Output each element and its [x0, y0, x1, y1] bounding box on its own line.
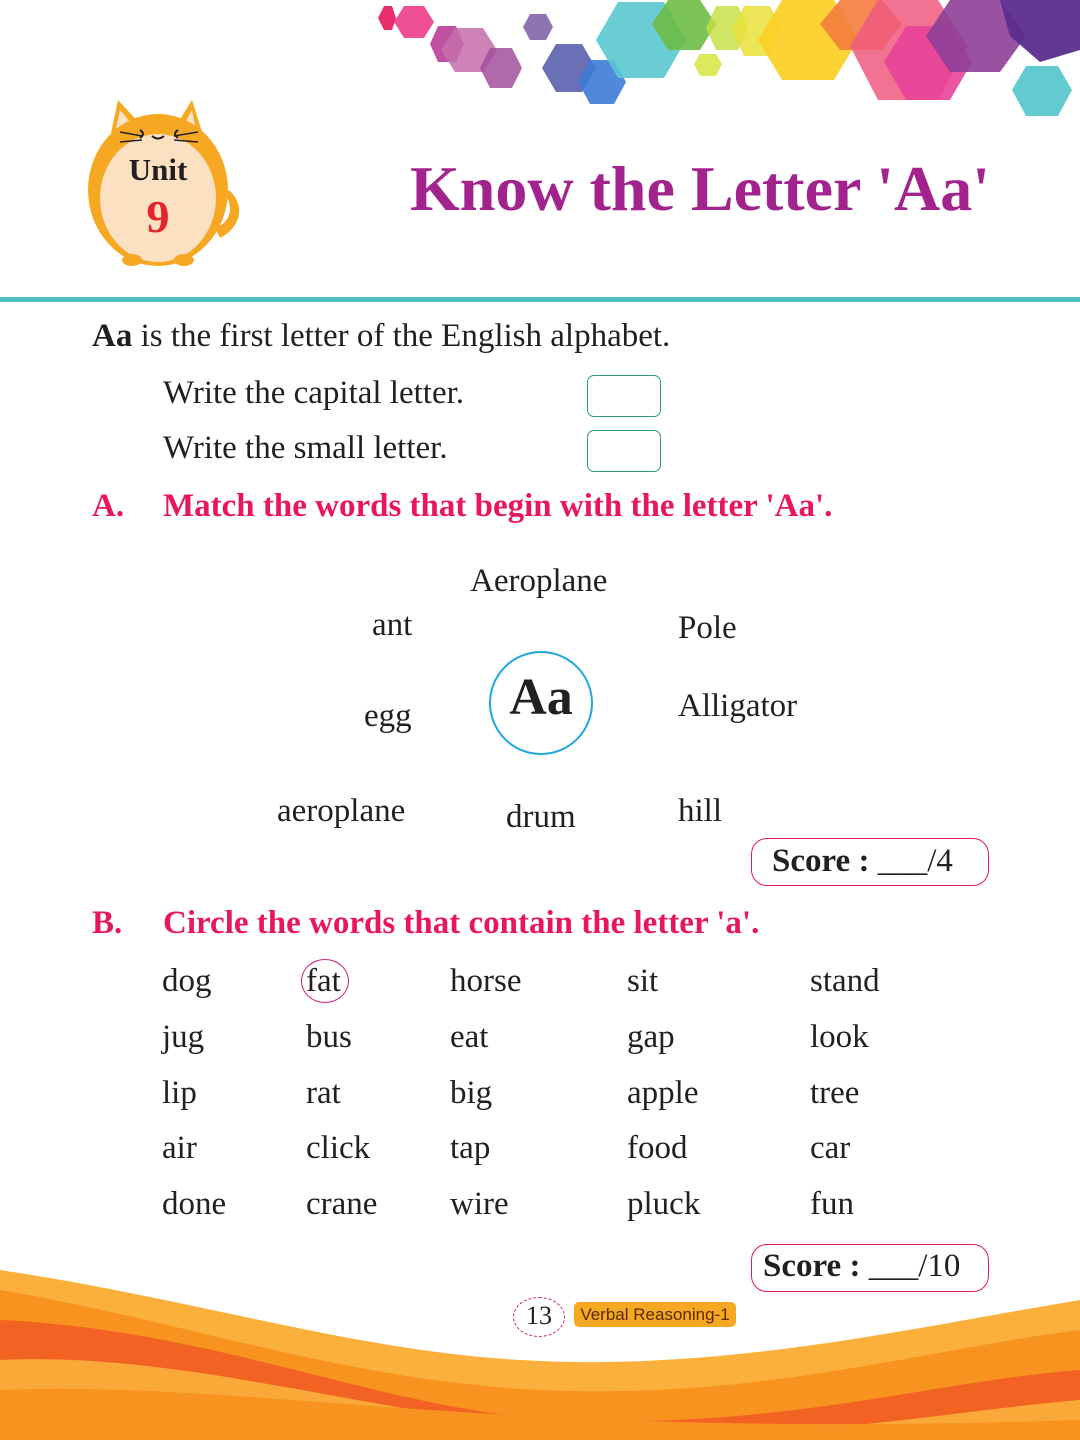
match-word[interactable]: drum — [506, 799, 576, 835]
page-number: 13 — [526, 1301, 552, 1330]
match-word[interactable]: hill — [678, 793, 723, 829]
score-b — [763, 1250, 960, 1283]
match-word[interactable]: Aeroplane — [470, 563, 608, 599]
circle-word[interactable]: done — [162, 1186, 227, 1222]
match-word[interactable]: egg — [364, 698, 412, 734]
match-word[interactable]: aeroplane — [277, 793, 406, 829]
capital-letter-answer-box[interactable] — [587, 375, 661, 417]
circle-word[interactable]: lip — [162, 1075, 197, 1111]
circle-word[interactable]: air — [162, 1130, 197, 1166]
capital-letter-prompt: Write the capital letter. — [163, 375, 465, 411]
circle-word[interactable]: big — [450, 1075, 493, 1111]
circle-word[interactable]: apple — [627, 1075, 699, 1111]
score-a-label: Score : — [772, 843, 870, 879]
circle-word[interactable]: dog — [162, 963, 212, 999]
small-letter-answer-box[interactable] — [587, 430, 661, 472]
match-word[interactable]: Pole — [678, 610, 737, 646]
section-a-letter: A. — [92, 488, 125, 524]
circle-word[interactable]: rat — [306, 1075, 341, 1111]
circle-word[interactable]: bus — [306, 1019, 352, 1055]
score-b-label: Score : — [763, 1248, 861, 1284]
center-letter: Aa — [509, 669, 573, 726]
circle-word[interactable]: wire — [450, 1186, 509, 1222]
page-title: Know the Letter 'Aa' — [409, 153, 991, 224]
unit-number: 9 — [146, 191, 170, 242]
circle-word[interactable]: pluck — [627, 1186, 701, 1222]
match-word[interactable]: ant — [372, 607, 413, 643]
circle-word[interactable]: tree — [810, 1075, 860, 1111]
circle-word[interactable]: car — [810, 1130, 851, 1166]
circle-word[interactable]: gap — [627, 1019, 675, 1055]
intro-bold-letters: Aa — [92, 318, 133, 354]
circle-word[interactable]: tap — [450, 1130, 491, 1166]
circle-word[interactable]: food — [627, 1130, 688, 1166]
score-b-value: ___/10 — [860, 1248, 961, 1284]
circle-word[interactable]: fun — [810, 1186, 854, 1222]
score-a-value: ___/4 — [869, 843, 953, 879]
circle-word[interactable]: stand — [810, 963, 880, 999]
circle-word[interactable]: eat — [450, 1019, 489, 1055]
section-b-letter: B. — [92, 905, 123, 941]
circle-word[interactable]: jug — [162, 1019, 205, 1055]
circle-word[interactable]: fat — [306, 963, 341, 999]
section-b-instruction: Circle the words that contain the letter 'a'. — [163, 905, 760, 941]
match-word[interactable]: Alligator — [678, 688, 798, 724]
small-letter-prompt: Write the small letter. — [163, 430, 448, 466]
circle-word[interactable]: click — [306, 1130, 371, 1166]
score-a — [772, 845, 953, 878]
intro-text: is the first letter of the English alphabet. — [132, 318, 671, 354]
circle-word[interactable]: look — [810, 1019, 869, 1055]
book-title-tag: Verbal Reasoning-1 — [574, 1302, 736, 1327]
circle-word[interactable]: crane — [306, 1186, 378, 1222]
circle-word[interactable]: sit — [627, 963, 659, 999]
unit-label: Unit — [128, 152, 188, 187]
section-a-instruction: Match the words that begin with the letter 'Aa'. — [163, 488, 833, 524]
intro-sentence — [92, 318, 670, 355]
circle-word[interactable]: horse — [450, 963, 522, 999]
header-divider — [0, 297, 1080, 302]
